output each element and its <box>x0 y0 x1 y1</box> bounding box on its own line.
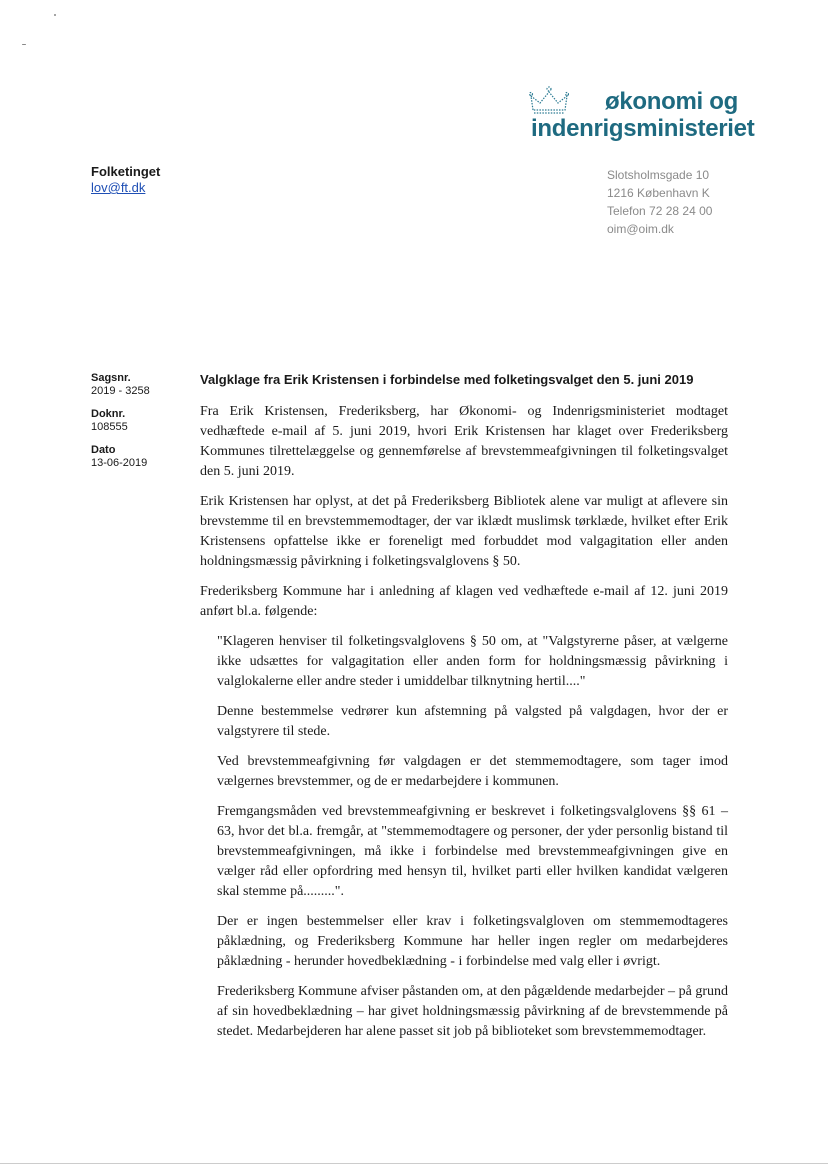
logo-text-line2: indenrigsministeriet <box>531 115 755 142</box>
recipient-block <box>91 164 160 196</box>
document-number-value: 108555 <box>91 421 128 433</box>
case-number-label: Sagsnr. <box>91 372 131 384</box>
date-label: Dato <box>91 444 116 456</box>
crown-icon <box>529 86 569 116</box>
recipient-name: Folketinget <box>91 164 161 179</box>
quote-paragraph: Fremgangsmåden ved brevstemmeafgivning er beskrevet i folketingsvalglovens §§ 61 – 63, hvor det bl.a. fremgår, at "stemmemodtagere og personer, der yder personlig bistand til brevstemmeafgivningen, må ikke i forbindelse med brevstemmeafgivningen give en vælger råd eller opfordring med hensyn til, hvilket parti eller hvilken kandidat vælgeren skal stemme på.........". <box>217 804 728 899</box>
scan-speck <box>22 44 26 45</box>
document-date <box>91 444 150 470</box>
paragraph: Frederiksberg Kommune har i anledning af klagen ved vedhæftede e-mail af 12. juni 2019 anført bl.a. følgende: <box>200 584 728 619</box>
sender-city: 1216 København K <box>607 186 710 200</box>
quote-paragraph: Denne bestemmelse vedrører kun afstemning på valgsted på valgdagen, hvor der er valgstyrere til stede. <box>217 704 728 739</box>
logo-text-line1: økonomi og <box>605 88 738 115</box>
paragraph: Fra Erik Kristensen, Frederiksberg, har Økonomi- og Indenrigsministeriet modtaget vedhæftede e-mail af 5. juni 2019, hvori Erik Kristensen har klaget over Frederiksberg Kommunes tilrettelæggelse og gennemførelse af brevstemmeafgivningen til folketingsvalget den 5. juni 2019. <box>200 404 728 479</box>
scan-speck <box>54 14 56 16</box>
sender-street: Slotsholmsgade 10 <box>607 168 710 182</box>
page-bottom-edge <box>0 1163 828 1164</box>
document-number <box>91 408 150 434</box>
letter-body <box>200 402 728 1052</box>
sender-phone: Telefon 72 28 24 00 <box>607 204 713 218</box>
quote-paragraph: "Klageren henviser til folketingsvalglovens § 50 om, at "Valgstyrerne påser, at vælgerne ikke udsættes for valgagitation eller anden form for holdningsmæssig påvirkning i valglokalerne eller andre steder i umiddelbar tilknytning hertil...." <box>217 634 728 689</box>
document-meta <box>91 372 150 480</box>
date-value: 13-06-2019 <box>91 457 148 469</box>
sender-email: oim@oim.dk <box>607 222 674 236</box>
case-number <box>91 372 150 398</box>
case-number-value: 2019 - 3258 <box>91 385 150 397</box>
quote-paragraph: Frederiksberg Kommune afviser påstanden om, at den pågældende medarbejder – på grund af sin hovedbeklædning – har givet holdningsmæssig påvirkning af de brevstemmende på stedet. Medarbejderen har alene passet sit job på biblioteket som brevstemmemodtager. <box>217 984 728 1039</box>
sender-address <box>607 166 712 238</box>
letter-subject: Valgklage fra Erik Kristensen i forbindelse med folketingsvalget den 5. juni 2019 <box>200 372 694 387</box>
quote-paragraph: Der er ingen bestemmelser eller krav i folketingsvalgloven om stemmemodtageres påklædning, og Frederiksberg Kommune har heller ingen regler om medarbejderes påklædning - herunder hovedbeklædning - i forbindelse med valg eller i øvrigt. <box>217 914 728 969</box>
recipient-email-link[interactable]: lov@ft.dk <box>91 180 146 195</box>
paragraph: Erik Kristensen har oplyst, at det på Frederiksberg Bibliotek alene var muligt at aflevere sin brevstemme til en brevstemmemodtager, der var iklædt muslimsk tørklæde, hvilket efter Erik Kristensens opfattelse ikke er foreneligt med forbuddet mod valgagitation eller anden holdningsmæssig påvirkning i folketingsvalglovens § 50. <box>200 494 728 569</box>
quoted-statement <box>217 632 728 1042</box>
ministry-logo <box>527 86 755 146</box>
document-number-label: Doknr. <box>91 408 126 420</box>
quote-paragraph: Ved brevstemmeafgivning før valgdagen er det stemmemodtagere, som tager imod vælgernes brevstemmer, og de er medarbejdere i kommunen. <box>217 754 728 789</box>
